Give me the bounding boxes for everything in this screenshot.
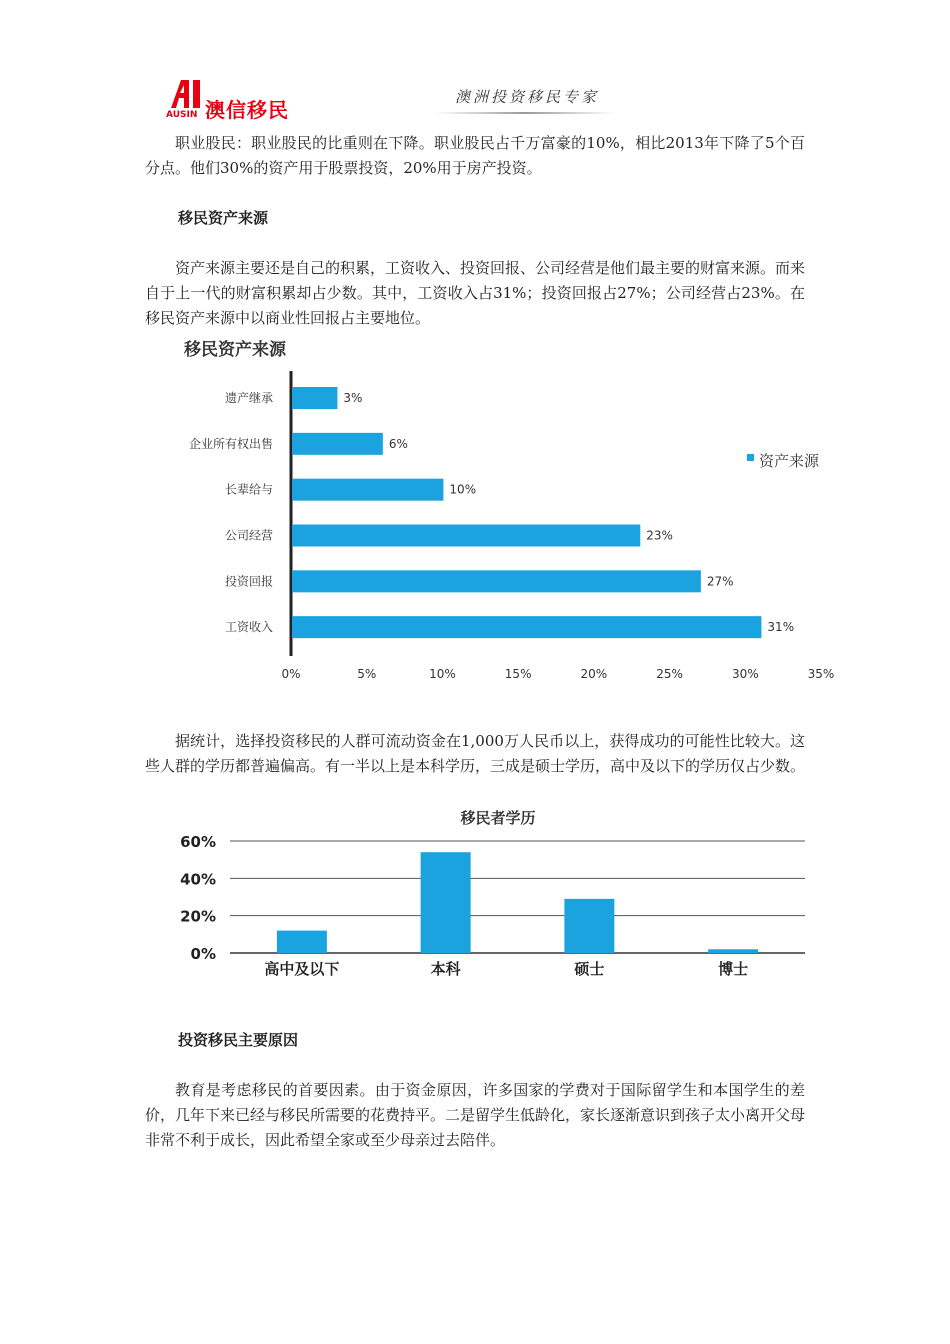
category-label: 长辈给与 xyxy=(224,482,273,497)
category-label: 工资收入 xyxy=(224,620,273,635)
chart-title: 移民资产来源 xyxy=(184,340,286,360)
bar xyxy=(292,525,640,547)
y-tick-label: 60% xyxy=(180,833,216,851)
category-label: 公司经营 xyxy=(224,528,273,543)
chart-title: 移民者学历 xyxy=(460,809,536,827)
x-tick-label: 0% xyxy=(281,667,301,681)
paragraph-main-reasons: 教育是考虑移民的首要因素。由于资金原因，许多国家的学费对于国际留学生和本国学生的差价，几年下来已经与移民所需要的花费持平。二是留学生低龄化，家长逐渐意识到孩子太小离开父母非常不利于成长，因此希望全家或至少母亲过去陪伴。 xyxy=(145,1081,806,1149)
bar xyxy=(421,852,471,953)
category-label: 投资回报 xyxy=(224,574,273,589)
logo-sub: AUSIN xyxy=(166,110,198,120)
paragraph-education-stats: 据统计，选择投资移民的人群可流动资金在1,000万人民币以上，获得成功的可能性比较大。这些人群的学历都普遍偏高。有一半以上是本科学历，三成是硕士学历，高中及以下的学历仅占少数。 xyxy=(145,732,806,775)
legend-swatch xyxy=(747,454,754,461)
data-label: 6% xyxy=(388,436,408,451)
page-header xyxy=(145,70,805,128)
data-label: 27% xyxy=(706,574,734,589)
bar xyxy=(564,899,614,953)
logo-name: 澳信移民 xyxy=(205,98,289,122)
y-tick-label: 40% xyxy=(180,870,216,889)
heading-asset-source: 移民资产来源 xyxy=(178,209,269,227)
slogan-underline xyxy=(435,112,615,114)
heading-main-reasons: 投资移民主要原因 xyxy=(178,1031,299,1049)
header-slogan: 澳洲投资移民专家 xyxy=(455,88,600,106)
data-label: 31% xyxy=(767,620,795,635)
data-label: 3% xyxy=(343,391,363,405)
education-chart xyxy=(175,803,815,983)
x-tick-label: 10% xyxy=(429,667,456,681)
x-tick-label: 30% xyxy=(731,667,759,681)
bar xyxy=(292,479,443,501)
bar xyxy=(292,433,383,455)
bar xyxy=(292,387,337,409)
bar xyxy=(277,931,327,953)
bar xyxy=(708,949,758,953)
category-label: 高中及以下 xyxy=(264,960,340,978)
x-tick-label: 15% xyxy=(504,667,532,681)
y-tick-label: 20% xyxy=(180,907,216,926)
category-label: 博士 xyxy=(718,960,749,978)
y-tick-label: 0% xyxy=(190,945,216,963)
category-label: 本科 xyxy=(430,960,461,978)
data-label: 23% xyxy=(646,528,673,543)
x-tick-label: 35% xyxy=(807,667,835,681)
x-tick-label: 25% xyxy=(656,667,683,681)
x-tick-label: 20% xyxy=(580,667,608,681)
bar xyxy=(292,616,761,638)
data-label: 10% xyxy=(449,482,477,497)
bar xyxy=(292,570,701,592)
legend-label: 资产来源 xyxy=(759,452,820,470)
asset-source-chart xyxy=(175,333,845,688)
paragraph-asset-source: 资产来源主要还是自己的积累，工资收入、投资回报、公司经营是他们最主要的财富来源。而来自于上一代的财富积累却占少数。其中，工资收入占31%；投资回报占27%；公司经营占23%。在移民资产来源中以商业性回报占主要地位。 xyxy=(145,259,806,327)
category-label: 硕士 xyxy=(574,960,605,978)
category-label: 遗产继承 xyxy=(224,391,273,405)
paragraph-stock-investors: 职业股民：职业股民的比重则在下降。职业股民占千万富豪的10%，相比2013年下降了5个百分点。他们30%的资产用于股票投资，20%用于房产投资。 xyxy=(145,134,805,177)
x-tick-label: 5% xyxy=(357,667,377,681)
category-label: 企业所有权出售 xyxy=(188,436,273,451)
